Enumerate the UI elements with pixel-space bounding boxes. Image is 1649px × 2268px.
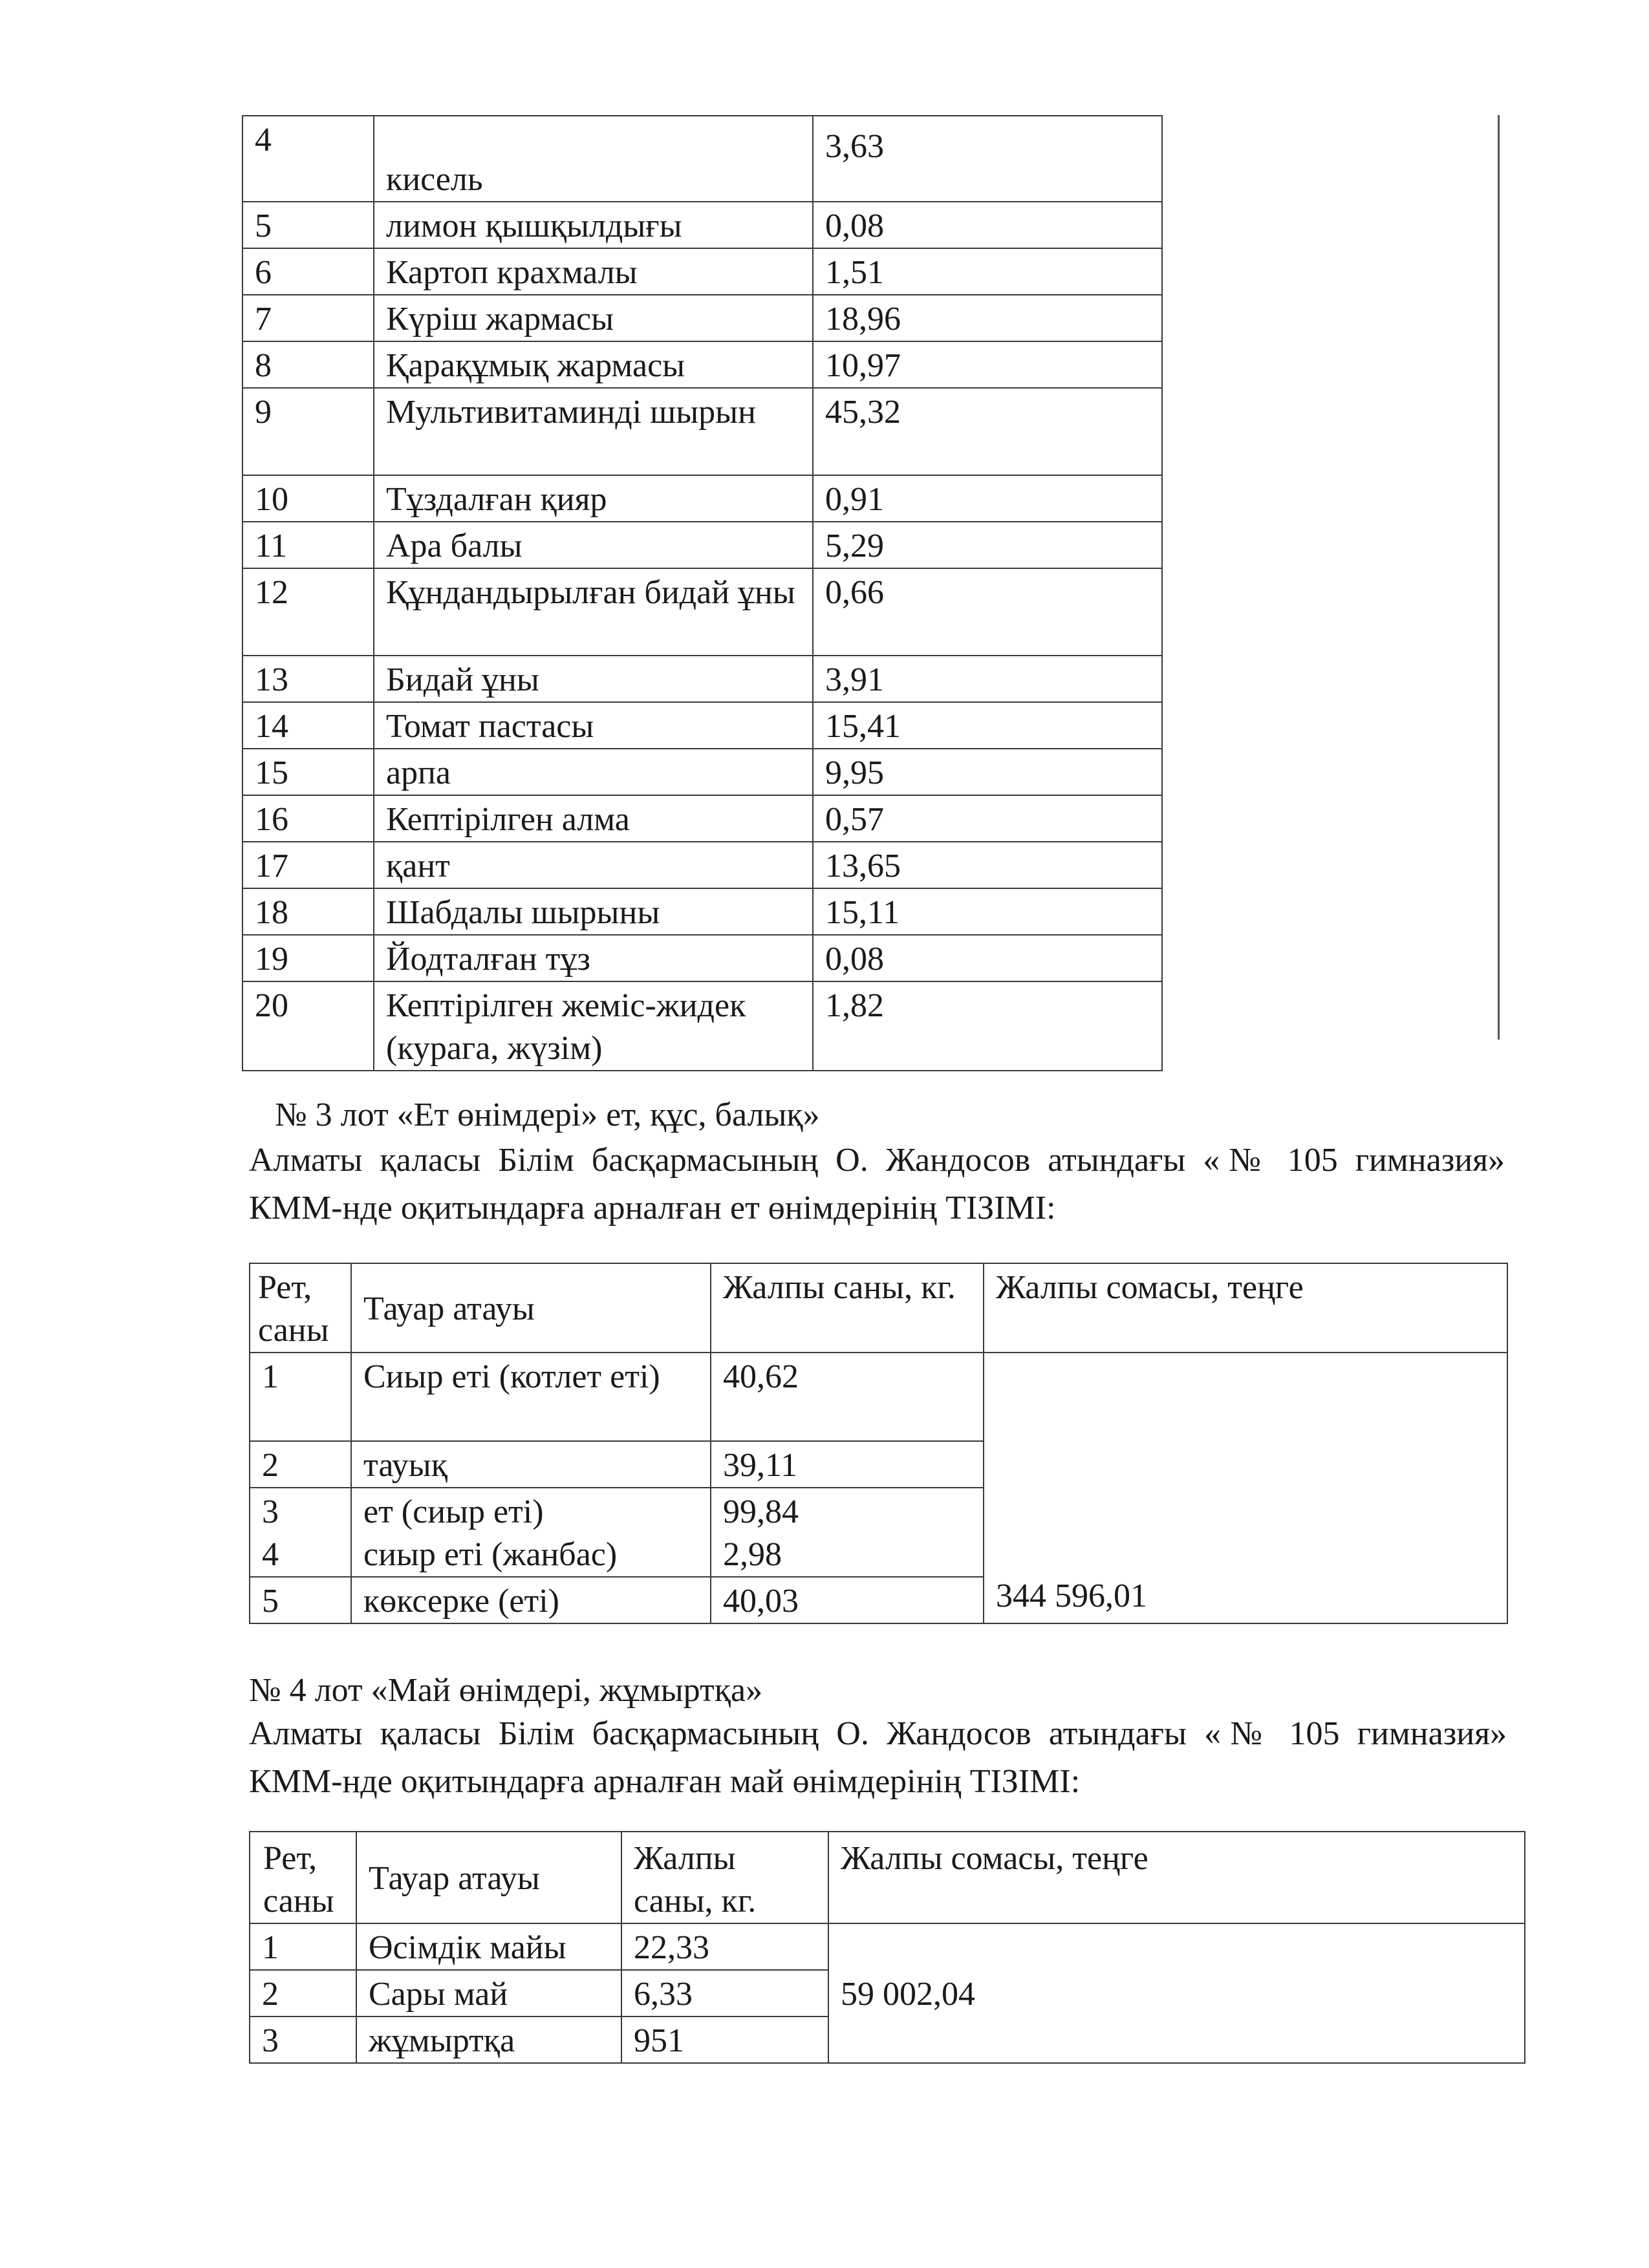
product-quantity: 9,95 [813,749,1162,795]
product-name: Шабдалы шырыны [374,888,813,935]
product-name: Йодталған тұз [374,935,813,981]
product-quantity [711,1488,984,1577]
product-name: Бидай ұны [374,656,813,702]
product-name: арпа [374,749,813,795]
lot4-oil-egg-table [249,1831,1525,2064]
table-row [242,981,1162,1071]
row-number: 15 [242,749,374,795]
product-quantity: 3,91 [813,656,1162,702]
header-row-number: Рет, саны [250,1263,351,1353]
product-quantity: 45,32 [813,388,1162,475]
row-number-3: 3 [262,1493,279,1530]
table-row [242,935,1162,981]
product-name: тауық [351,1441,711,1488]
product-name: Ара балы [374,522,813,568]
lot3-meat-table [249,1263,1508,1624]
table-row [242,795,1162,842]
row-number: 6 [242,248,374,295]
product-name: қант [374,842,813,888]
row-number: 2 [250,1441,351,1488]
table-header-row [250,1832,1525,1923]
product-quantity-4: 2,98 [723,1536,782,1573]
header-total-sum: Жалпы сомасы, теңге [828,1832,1525,1923]
table-row [242,341,1162,388]
product-quantity: 22,33 [621,1923,828,1970]
product-name: Сиыр еті (котлет еті) [351,1353,711,1441]
table-row [242,295,1162,341]
product-quantity: 18,96 [813,295,1162,341]
lot4-description: Алматы қаласы Білім басқармасының О. Жандосов атындағы «№ 105 гимназия» КММ-нде оқитындарға арналған май өнімдерінің ТІЗІМІ: [249,1715,1507,1800]
total-sum: 59 002,04 [828,1923,1525,2063]
table-row [242,522,1162,568]
product-quantity: 15,41 [813,702,1162,749]
table-row [242,568,1162,656]
table-row [242,116,1162,202]
product-quantity: 0,08 [813,202,1162,248]
product-name: Кептірілген алма [374,795,813,842]
row-number: 3 [250,2017,356,2063]
product-name: Мультивитаминді шырын [374,388,813,475]
product-name: кисель [374,116,813,202]
row-number: 1 [250,1353,351,1441]
row-number: 20 [242,981,374,1071]
product-name: лимон қышқылдығы [374,202,813,248]
header-product-name: Тауар атауы [351,1263,711,1353]
product-name: Өсімдік майы [356,1923,621,1970]
row-number: 11 [242,522,374,568]
product-quantity: 1,82 [813,981,1162,1071]
header-quantity: Жалпы саны, кг. [711,1263,984,1353]
product-quantity: 3,63 [813,116,1162,202]
table-row [242,842,1162,888]
product-name: Томат пастасы [374,702,813,749]
header-row-number: Рет, саны [250,1832,356,1923]
header-total-sum: Жалпы сомасы, теңге [984,1263,1507,1353]
lot3-description: Алматы қаласы Білім басқармасының О. Жандосов атындағы «№ 105 гимназия» КММ-нде оқитындарға арналған ет өнімдерінің ТІЗІМІ: [249,1142,1505,1226]
product-name: көксерке (еті) [351,1577,711,1623]
table-row [242,202,1162,248]
row-number-4: 4 [262,1536,279,1573]
product-name-3: ет (сиыр еті) [363,1493,544,1530]
row-number: 8 [242,341,374,388]
table-header-row [250,1263,1507,1353]
product-quantity: 0,57 [813,795,1162,842]
lot2-products-table [242,115,1163,1071]
product-name [351,1488,711,1577]
product-name: Тұздалған қияр [374,475,813,522]
lot3-heading: № 3 лот «Ет өнімдері» ет, құс, балық» [275,1097,820,1133]
header-product-name: Тауар атауы [356,1832,621,1923]
row-number: 16 [242,795,374,842]
row-number: 5 [242,202,374,248]
product-quantity: 0,91 [813,475,1162,522]
row-number: 9 [242,388,374,475]
total-sum: 344 596,01 [984,1353,1507,1623]
product-name: Күріш жармасы [374,295,813,341]
row-number: 17 [242,842,374,888]
product-name: Құндандырылған бидай ұны [374,568,813,656]
product-quantity: 10,97 [813,341,1162,388]
row-number: 2 [250,1970,356,2017]
row-number: 14 [242,702,374,749]
product-quantity: 0,08 [813,935,1162,981]
product-quantity: 951 [621,2017,828,2063]
product-quantity: 1,51 [813,248,1162,295]
header-quantity: Жалпы саны, кг. [621,1832,828,1923]
row-number: 12 [242,568,374,656]
row-number: 18 [242,888,374,935]
product-quantity: 6,33 [621,1970,828,2017]
table-row [242,749,1162,795]
table-row [242,888,1162,935]
lot4-heading: № 4 лот «Май өнімдері, жұмыртқа» [249,1672,763,1709]
product-quantity-3: 99,84 [723,1493,799,1530]
product-quantity: 5,29 [813,522,1162,568]
product-quantity: 40,62 [711,1353,984,1441]
product-name: жұмыртқа [356,2017,621,2063]
row-number: 7 [242,295,374,341]
table-row [250,1353,1507,1441]
table-row [242,248,1162,295]
row-number: 10 [242,475,374,522]
product-name: Картоп крахмалы [374,248,813,295]
product-name: Сары май [356,1970,621,2017]
product-quantity: 39,11 [711,1441,984,1488]
margin-line [1498,115,1500,1040]
row-number: 19 [242,935,374,981]
product-quantity: 13,65 [813,842,1162,888]
table-row [242,388,1162,475]
row-number: 4 [242,116,374,202]
product-quantity: 40,03 [711,1577,984,1623]
table-row [242,475,1162,522]
table-row [242,656,1162,702]
product-quantity: 15,11 [813,888,1162,935]
row-number: 5 [250,1577,351,1623]
table-row [250,1923,1525,1970]
row-number: 13 [242,656,374,702]
product-name: Қарақұмық жармасы [374,341,813,388]
product-name: Кептірілген жеміс-жидек (курага, жүзім) [374,981,813,1071]
row-number [250,1488,351,1577]
product-name-4: сиыр еті (жанбас) [363,1536,618,1573]
product-quantity: 0,66 [813,568,1162,656]
row-number: 1 [250,1923,356,1970]
table-row [242,702,1162,749]
